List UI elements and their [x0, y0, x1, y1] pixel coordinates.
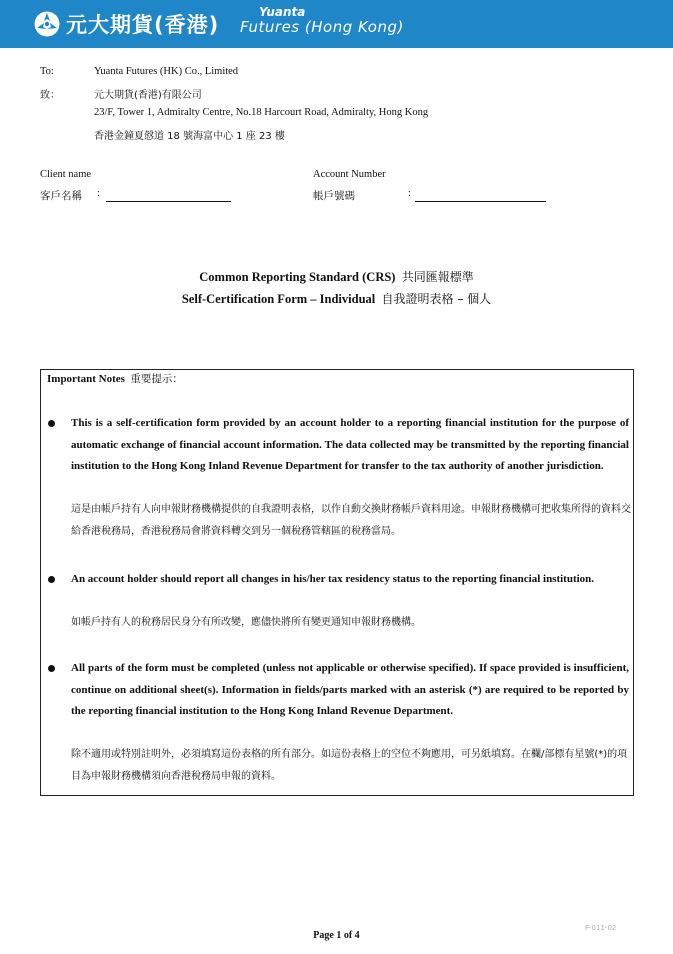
form-title-line1 — [0, 268, 673, 285]
bullet-icon — [48, 420, 55, 427]
client-name-colon: : — [97, 188, 100, 199]
to-value-cn: 元大期貨(香港)有限公司 — [94, 90, 202, 101]
account-number-label: Account Number — [313, 169, 386, 180]
brand-name-cn: 元大期貨(香港) — [66, 13, 220, 37]
note-2-en: An account holder should report all changes in his/her tax residency status to the reporting financial institution. — [71, 573, 595, 585]
note-3-cn: 除不適用或特別註明外，必須填寫這份表格的所有部分。如這份表格上的空位不夠應用，可另紙填寫。在欄/部標有星號(*)的項目為申報財務機構須向香港稅務局申報的資料。 — [71, 749, 628, 782]
client-name-label-cn: 客戶名稱 — [40, 190, 82, 202]
title-line1-cn: 共同匯報標準 — [401, 270, 474, 284]
yuanta-logo-icon — [34, 11, 60, 37]
note-1-cn: 這是由帳戶持有人向申報財務機構提供的自我證明表格，以作自動交換財務帳戶資料用途。申報財務機構可把收集所得的資料交給香港稅務局，香港稅務局會將資料轉交到另一個稅務管轄區的稅務當局。 — [71, 504, 631, 537]
account-number-field[interactable] — [415, 201, 546, 202]
notes-heading-en: Important Notes — [47, 373, 125, 385]
bullet-icon — [48, 576, 55, 583]
account-number-colon: : — [408, 188, 411, 199]
account-number-label-cn: 帳戶號碼 — [313, 190, 355, 202]
page-number: Page 1 of 4 — [313, 930, 360, 941]
address-line-en: 23/F, Tower 1, Admiralty Centre, No.18 Harcourt Road, Admiralty, Hong Kong — [94, 107, 429, 118]
title-line1-en: Common Reporting Standard (CRS) — [199, 270, 396, 284]
notes-heading — [47, 371, 183, 386]
to-value: Yuanta Futures (HK) Co., Limited — [94, 66, 239, 77]
form-code: F-011-02 — [585, 924, 617, 932]
form-title-line2 — [0, 290, 673, 307]
bullet-icon — [48, 665, 55, 672]
note-2-cn: 如帳戶持有人的稅務居民身分有所改變，應儘快將所有變更通知申報財務機構。 — [71, 617, 421, 628]
note-3-en: All parts of the form must be completed (unless not applicable or otherwise specified). If space provided is insufficient, continue on additional sheet(s). Information in fields/parts marked with an asterisk (*) are required to be reported by the reporting financial institution to the Hong Kong Inland Revenue Department. — [71, 662, 629, 717]
brand-name-en-top: Yuanta — [259, 5, 306, 19]
to-label: To: — [40, 66, 54, 77]
to-label-cn: 致： — [40, 90, 60, 101]
address-line-cn: 香港金鐘夏慤道 18 號海富中心 1 座 23 樓 — [94, 131, 285, 142]
notes-heading-cn: 重要提示： — [130, 373, 183, 385]
brand-name-en-bottom: Futures (Hong Kong) — [240, 18, 404, 36]
client-name-label: Client name — [40, 169, 92, 180]
note-1-en: This is a self-certification form provided by an account holder to a reporting financial institution for the purpose of automatic exchange of financial account information. The data collected may be transmitted by the reporting financial institution to the Hong Kong Inland Revenue Department for transfer to the tax authority of another jurisdiction. — [71, 417, 629, 472]
header-banner — [0, 0, 673, 48]
title-line2-en: Self-Certification Form – Individual — [181, 292, 376, 306]
client-name-field[interactable] — [106, 201, 231, 202]
title-line2-cn: 自我證明表格 – 個人 — [381, 292, 492, 306]
important-notes-box — [40, 369, 634, 796]
